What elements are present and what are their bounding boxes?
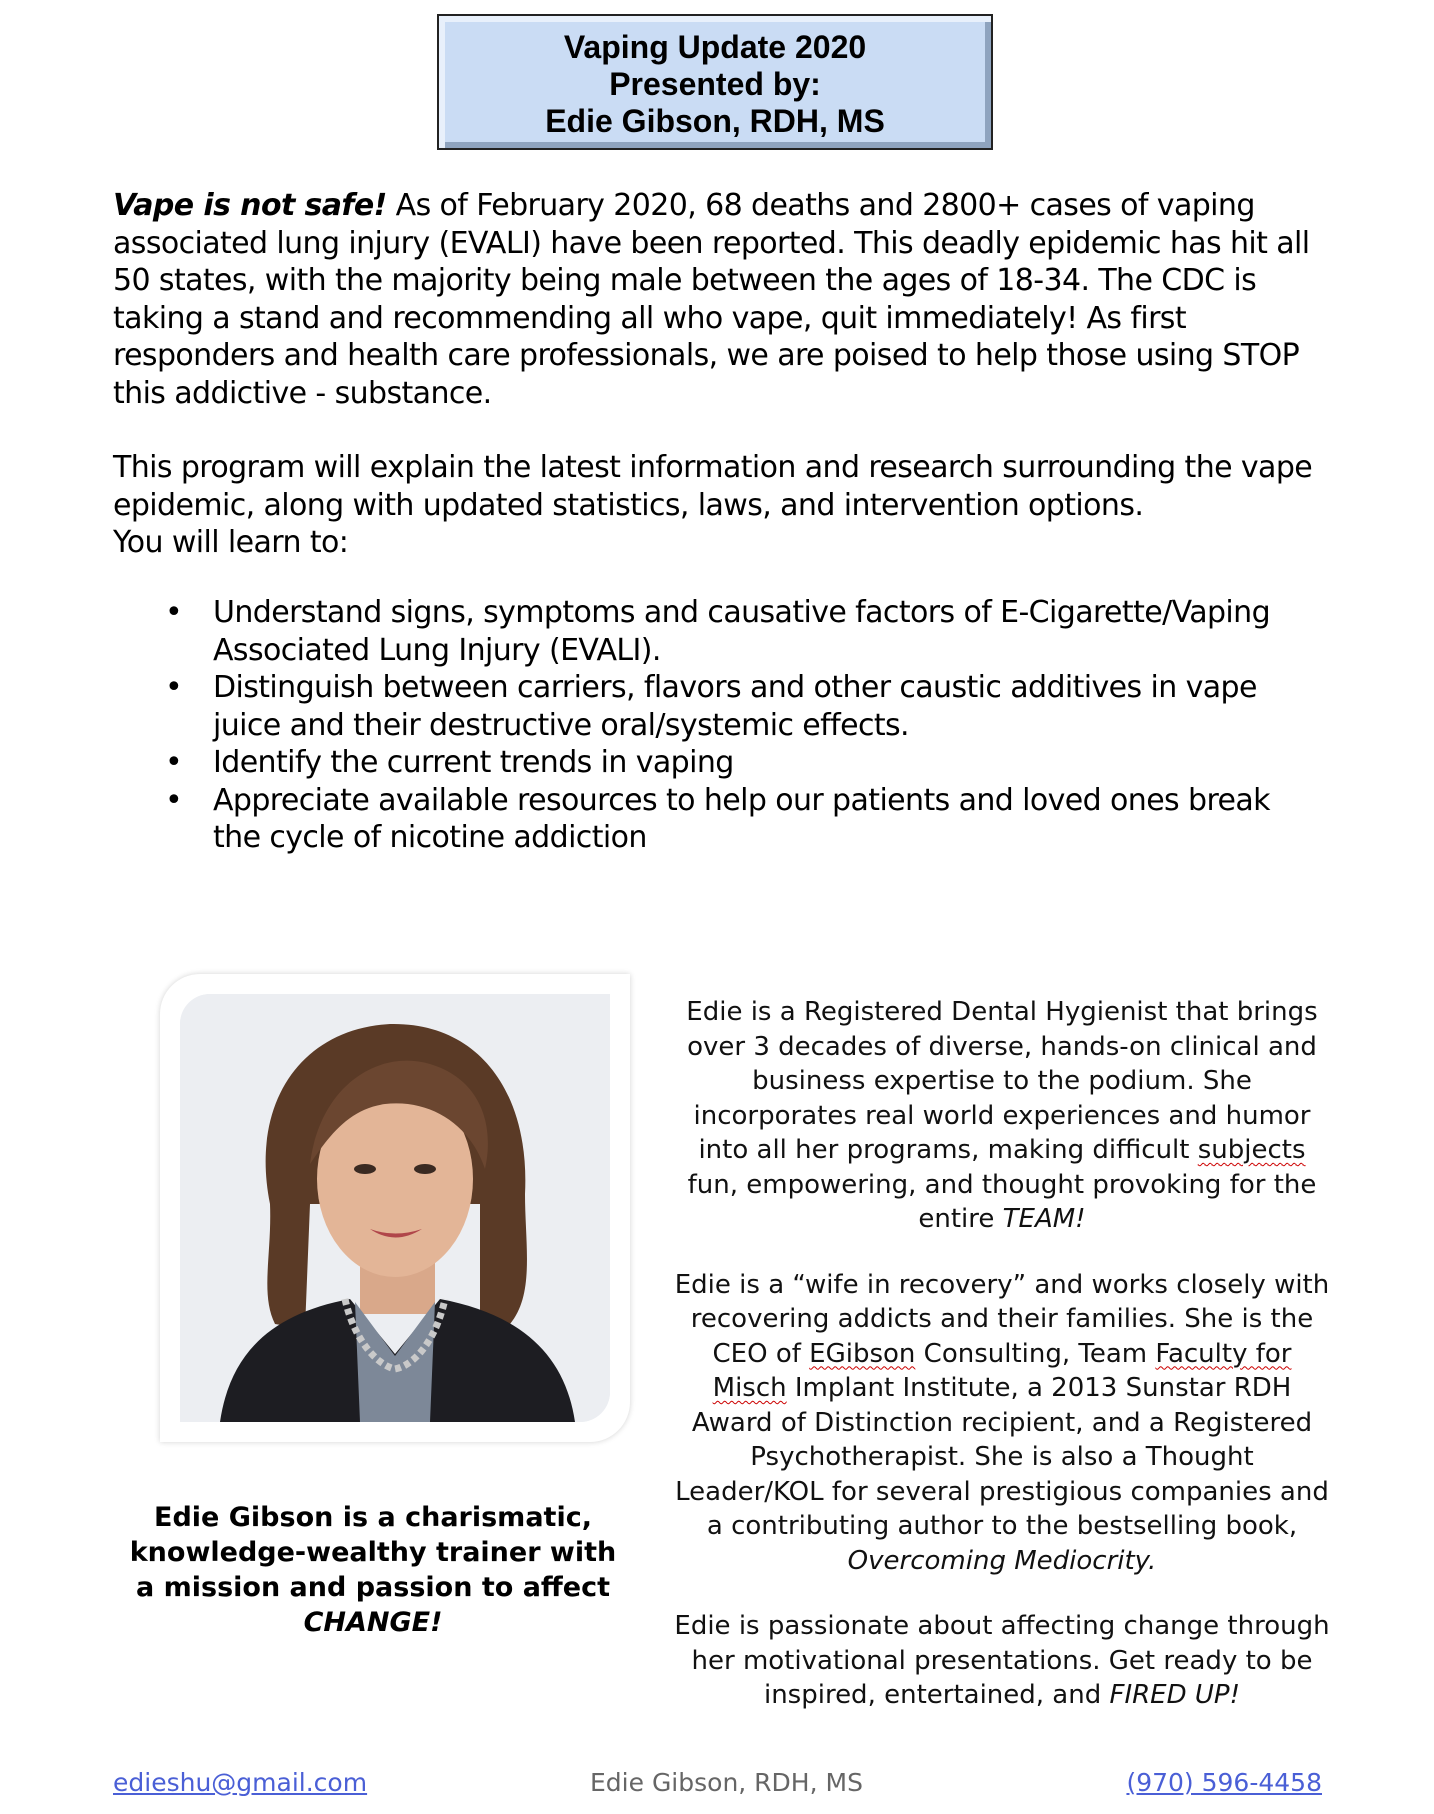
bullet-icon: • <box>165 595 183 630</box>
list-item <box>113 782 1313 857</box>
footer-email-link[interactable]: edieshu@gmail.com <box>113 1768 368 1797</box>
intro-p1-text: As of February 2020, 68 deaths and 2800+ cases of vaping associated lung injury (EVALI) have been reported. This deadly epidemic has hit all 50 states, with the majority being male between the ages of 18-34. The CDC is taking a stand and recommending all who vape, quit immediately! As first responders and health care professionals, we are poised to help those using STOP this addictive - substance. <box>113 188 1310 411</box>
bio-p2-text-b: Consulting, Team <box>915 1338 1156 1369</box>
presenter-photo-frame <box>160 974 630 1442</box>
bio-p2-text-d: Implant Institute, a 2013 Sunstar RDH Award of Distinction recipient, and a Registered Psychotherapist. She is also a Thought Leader/KOL for several prestigious companies and a contributing author to the bestselling book, <box>675 1373 1329 1541</box>
title-line-1: Vaping Update 2020 <box>563 29 867 65</box>
intro-paragraph-1 <box>113 187 1313 412</box>
bullet-icon: • <box>165 782 183 818</box>
footer-name: Edie Gibson, RDH, MS <box>590 1768 863 1797</box>
bio-p2-emphasis: Overcoming Mediocrity. <box>847 1545 1157 1576</box>
bullet-icon: • <box>165 670 183 705</box>
intro-paragraph-3: You will learn to: <box>113 525 349 560</box>
bio-p1-flagged-word: subjects <box>1197 1135 1306 1165</box>
presenter-caption <box>118 1500 628 1640</box>
bio-p3-text-a: Edie is passionate about affecting change through her motivational presentations. Get ready to be inspired, entertained, and <box>674 1611 1330 1710</box>
bio-p1-text-b: fun, empowering, and thought provoking for the entire <box>687 1169 1317 1234</box>
bio-p3-emphasis: FIRED UP! <box>1109 1680 1241 1710</box>
title-line-2: Presented by: <box>609 66 821 102</box>
bio-p1-text-a: Edie is a Registered Dental Hygienist that brings over 3 decades of diverse, hands-on clinical and business expertise to the podium. She incorporates real world experiences and humor into all her programs, making difficult <box>686 997 1318 1165</box>
list-item-text: Identify the current trends in vaping <box>213 745 734 780</box>
bio-p2-flagged-word-3: Misch <box>712 1373 787 1403</box>
intro-lead: Vape is not safe! <box>113 188 387 223</box>
list-item <box>113 669 1313 744</box>
bio-p2-flagged-word-1: EGibson <box>809 1338 916 1369</box>
list-item <box>113 744 1313 782</box>
learning-objectives-list <box>113 594 1313 857</box>
list-item-text: Understand signs, symptoms and causative factors of E-Cigarette/Vaping Associated Lung Injury (EVALI). <box>213 595 1271 668</box>
portrait-illustration <box>180 994 610 1422</box>
caption-text: Edie Gibson is a charismatic, knowledge-wealthy trainer with a mission and passion to affect <box>129 1502 617 1603</box>
title-box <box>437 14 993 150</box>
intro-paragraph-2: This program will explain the latest information and research surrounding the vape epidemic, along with updated statistics, laws, and intervention options. <box>113 450 1313 523</box>
page-footer <box>0 1768 1434 1808</box>
title-line-3: Edie Gibson, RDH, MS <box>545 103 885 139</box>
bio-p1-emphasis: TEAM! <box>1002 1204 1086 1234</box>
footer-phone-link[interactable]: (970) 596-4458 <box>1126 1768 1322 1797</box>
list-item-text: Appreciate available resources to help our patients and loved ones break the cycle of nicotine addiction <box>213 782 1270 855</box>
presenter-bio <box>672 995 1332 1744</box>
list-item <box>113 594 1313 669</box>
bio-paragraph-1 <box>672 995 1332 1237</box>
bio-p2-text-a: Edie is a “wife in recovery” and works closely with recovering addicts and their families. She is the CEO of <box>674 1269 1330 1369</box>
list-item-text: Distinguish between carriers, flavors and other caustic additives in vape juice and their destructive oral/systemic effects. <box>213 670 1257 743</box>
bio-paragraph-2 <box>672 1268 1332 1579</box>
bio-paragraph-3 <box>672 1609 1332 1713</box>
bio-p2-flagged-word-2: Faculty for <box>1155 1338 1292 1369</box>
caption-emphasis: CHANGE! <box>303 1607 443 1638</box>
intro-section <box>113 187 1313 562</box>
presenter-photo <box>180 994 610 1422</box>
bullet-icon: • <box>165 745 183 780</box>
